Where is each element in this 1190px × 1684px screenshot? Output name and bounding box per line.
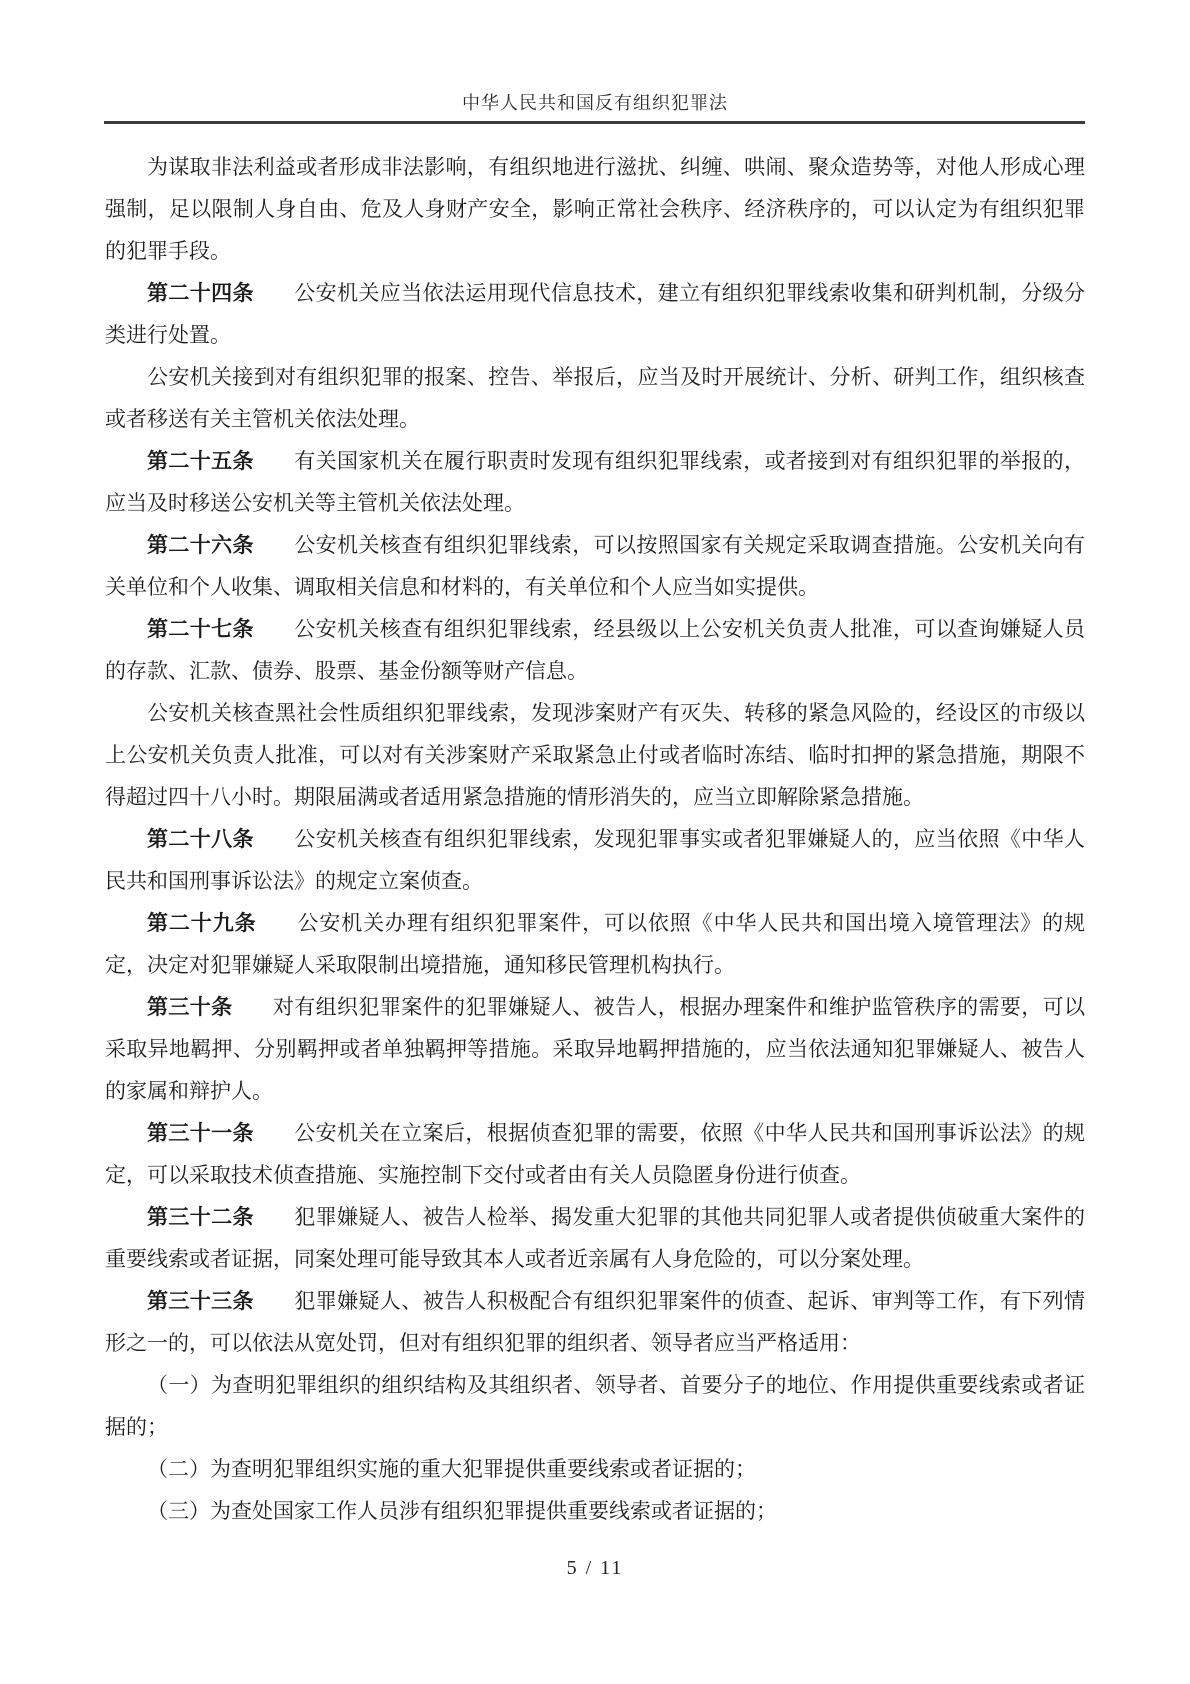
list-item-3 [105, 1490, 1085, 1532]
article-text: 犯罪嫌疑人、被告人检举、揭发重大犯罪的其他共同犯罪人或者提供侦破重大案件的重要线索或者证据，同案处理可能导致其本人或者近亲属有人身危险的，可以分案处理。 [105, 1205, 1085, 1271]
article-paragraph-32 [105, 1196, 1085, 1280]
page-header-title: 中华人民共和国反有组织犯罪法 [462, 93, 728, 113]
article-paragraph-25 [105, 440, 1085, 524]
paragraph-text: 为谋取非法利益或者形成非法影响，有组织地进行滋扰、纠缠、哄闹、聚众造势等，对他人形成心理强制，足以限制人身自由、危及人身财产安全，影响正常社会秩序、经济秩序的，可以认定为有组织犯罪的犯罪手段。 [105, 155, 1085, 263]
article-text: 犯罪嫌疑人、被告人积极配合有组织犯罪案件的侦查、起诉、审判等工作，有下列情形之一的，可以依法从宽处罚，但对有组织犯罪的组织者、领导者应当严格适用： [105, 1289, 1085, 1355]
article-text: 对有组织犯罪案件的犯罪嫌疑人、被告人，根据办理案件和维护监管秩序的需要，可以采取异地羁押、分别羁押或者单独羁押等措施。采取异地羁押措施的，应当依法通知犯罪嫌疑人、被告人的家属和辩护人。 [105, 995, 1086, 1103]
article-number: 第三十一条 [147, 1121, 254, 1145]
body-paragraph [105, 692, 1085, 818]
article-paragraph-29 [105, 902, 1085, 986]
body-paragraph [105, 146, 1085, 272]
article-text: 公安机关在立案后，根据侦查犯罪的需要，依照《中华人民共和国刑事诉讼法》的规定，可以采取技术侦查措施、实施控制下交付或者由有关人员隐匿身份进行侦查。 [105, 1121, 1085, 1187]
article-number: 第二十七条 [147, 617, 254, 641]
article-paragraph-27 [105, 608, 1085, 692]
article-paragraph-24 [105, 272, 1085, 356]
article-paragraph-28 [105, 818, 1085, 902]
page-number-indicator: 5 / 11 [566, 1557, 624, 1579]
article-paragraph-31 [105, 1112, 1085, 1196]
paragraph-text: 公安机关核查黑社会性质组织犯罪线索，发现涉案财产有灭失、转移的紧急风险的，经设区的市级以上公安机关负责人批准，可以对有关涉案财产采取紧急止付或者临时冻结、临时扣押的紧急措施，期限不得超过四十八小时。期限届满或者适用紧急措施的情形消失的，应当立即解除紧急措施。 [105, 701, 1085, 809]
paragraph-text: 公安机关接到对有组织犯罪的报案、控告、举报后，应当及时开展统计、分析、研判工作，组织核查或者移送有关主管机关依法处理。 [105, 365, 1085, 431]
document-body [105, 146, 1085, 1532]
list-item-1 [105, 1364, 1085, 1448]
article-paragraph-33 [105, 1280, 1085, 1364]
list-item-2 [105, 1448, 1085, 1490]
article-text: 有关国家机关在履行职责时发现有组织犯罪线索，或者接到对有组织犯罪的举报的，应当及时移送公安机关等主管机关依法处理。 [105, 449, 1085, 515]
paragraph-text: （一）为查明犯罪组织的组织结构及其组织者、领导者、首要分子的地位、作用提供重要线索或者证据的； [105, 1373, 1085, 1439]
article-number: 第二十五条 [147, 449, 254, 473]
article-paragraph-30 [105, 986, 1085, 1112]
article-number: 第二十四条 [147, 281, 254, 305]
article-text: 公安机关核查有组织犯罪线索，经县级以上公安机关负责人批准，可以查询嫌疑人员的存款、汇款、债券、股票、基金份额等财产信息。 [105, 617, 1085, 683]
article-paragraph-26 [105, 524, 1085, 608]
article-number: 第二十六条 [147, 533, 254, 557]
header-divider-rule [104, 121, 1085, 124]
article-number: 第三十二条 [147, 1205, 254, 1229]
article-number: 第二十八条 [147, 827, 254, 851]
paragraph-text: （二）为查明犯罪组织实施的重大犯罪提供重要线索或者证据的； [147, 1457, 756, 1481]
article-text: 公安机关核查有组织犯罪线索，可以按照国家有关规定采取调查措施。公安机关向有关单位和个人收集、调取相关信息和材料的，有关单位和个人应当如实提供。 [105, 533, 1085, 599]
article-text: 公安机关应当依法运用现代信息技术，建立有组织犯罪线索收集和研判机制，分级分类进行处置。 [105, 281, 1085, 347]
article-text: 公安机关办理有组织犯罪案件，可以依照《中华人民共和国出境入境管理法》的规定，决定对犯罪嫌疑人采取限制出境措施，通知移民管理机构执行。 [105, 911, 1086, 977]
body-paragraph [105, 356, 1085, 440]
article-text: 公安机关核查有组织犯罪线索，发现犯罪事实或者犯罪嫌疑人的，应当依照《中华人民共和国刑事诉讼法》的规定立案侦查。 [105, 827, 1085, 893]
article-number: 第三十三条 [147, 1289, 254, 1313]
article-number: 第三十条 [147, 995, 233, 1019]
article-number: 第二十九条 [147, 911, 257, 935]
paragraph-text: （三）为查处国家工作人员涉有组织犯罪提供重要线索或者证据的； [147, 1499, 777, 1523]
